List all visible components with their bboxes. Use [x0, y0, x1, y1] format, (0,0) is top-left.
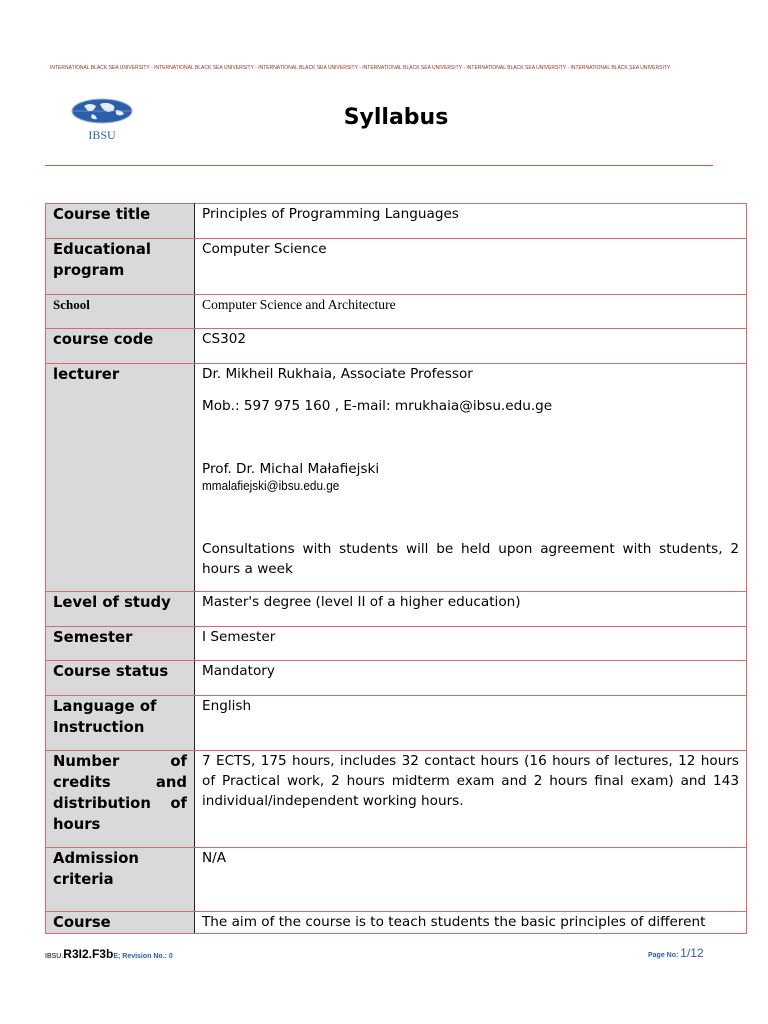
row-value: English	[195, 696, 747, 751]
table-row	[46, 295, 747, 329]
ibsu-logo	[60, 96, 144, 148]
footer-page-number	[648, 946, 704, 960]
row-label: Course	[46, 912, 195, 934]
table-row	[46, 912, 747, 934]
footer-code: R3I2.F3b	[63, 947, 114, 961]
row-value: Master's degree (level II of a higher education)	[195, 592, 747, 627]
lecturer-cell	[195, 364, 747, 592]
table-row	[46, 329, 747, 364]
globe-icon	[60, 96, 144, 130]
lecturer-2-email: mmalafiejski@ibsu.edu.ge	[202, 479, 340, 493]
syllabus-table	[45, 203, 747, 934]
page-value: 1/12	[680, 946, 704, 960]
row-value: CS302	[195, 329, 747, 364]
lecturer-2-name: Prof. Dr. Michal Małafiejski	[202, 461, 380, 477]
footer-document-code	[45, 947, 173, 961]
row-label: course code	[46, 329, 195, 364]
row-label: School	[46, 295, 195, 329]
row-value: Computer Science	[195, 239, 747, 295]
table-row	[46, 592, 747, 627]
row-value: Computer Science and Architecture	[195, 295, 747, 329]
footer-revision: E; Revision No.: 0	[113, 953, 173, 960]
row-label: Course status	[46, 661, 195, 696]
table-row	[46, 751, 747, 848]
row-value: Mandatory	[195, 661, 747, 696]
row-value: I Semester	[195, 627, 747, 661]
row-label: Language of Instruction	[46, 696, 195, 751]
row-label: lecturer	[46, 364, 195, 592]
table-row	[46, 364, 747, 592]
consultation-note: Consultations with students will be held upon agreement with students, 2 hours a week	[202, 541, 739, 577]
row-value: Principles of Programming Languages	[195, 204, 747, 239]
row-label: Educational program	[46, 239, 195, 295]
row-label: Level of study	[46, 592, 195, 627]
header-banner: INTERNATIONAL BLACK SEA UNIVERSITY - INTERNATIONAL BLACK SEA UNIVERSITY - INTERNATIONAL BLACK SEA UNIVERSITY - INTERNATIONAL BLACK SEA UNIVERSITY - INTERNATIONAL BLACK SEA UNIVERSITY - INTERNATIONAL BLACK SEA UNIVERSITY	[50, 65, 671, 71]
logo-text: IBSU	[88, 128, 116, 142]
page-title: Syllabus	[343, 105, 449, 130]
row-label: Admission criteria	[46, 848, 195, 912]
table-row	[46, 239, 747, 295]
lecturer-1-name: Dr. Mikheil Rukhaia, Associate Professor	[202, 366, 473, 382]
row-label: Course title	[46, 204, 195, 239]
table-row	[46, 661, 747, 696]
row-label: Semester	[46, 627, 195, 661]
header-divider	[45, 165, 713, 166]
table-row	[46, 848, 747, 912]
footer-prefix: IBSU.	[45, 953, 64, 960]
table-row	[46, 204, 747, 239]
page-label: Page No:	[648, 952, 681, 959]
row-value: N/A	[195, 848, 747, 912]
row-label: Number of credits and distribution of hours	[46, 751, 195, 848]
table-row	[46, 627, 747, 661]
lecturer-1-contact: Mob.: 597 975 160 , E-mail: mrukhaia@ibsu.edu.ge	[202, 398, 553, 414]
row-value: 7 ECTS, 175 hours, includes 32 contact hours (16 hours of lectures, 12 hours of Practical work, 2 hours midterm exam and 2 hours final exam) and 143 individual/independent working hours.	[195, 751, 747, 848]
row-value: The aim of the course is to teach students the basic principles of different	[195, 912, 747, 934]
table-row	[46, 696, 747, 751]
